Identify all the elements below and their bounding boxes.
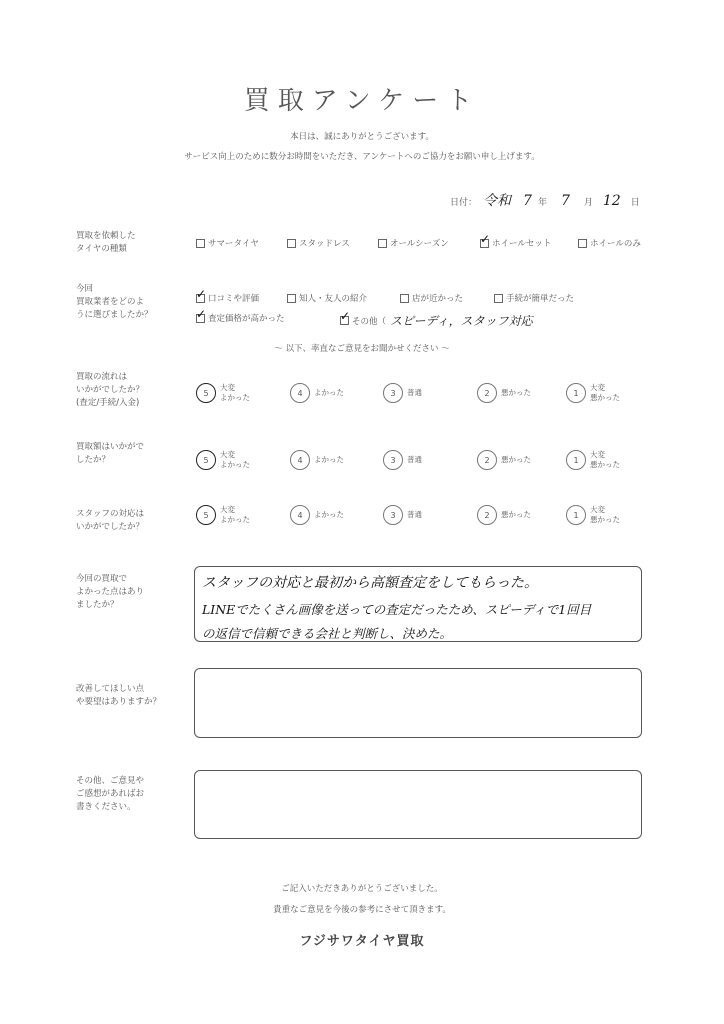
option-nearby[interactable] (400, 292, 463, 304)
rating-circle[interactable]: 3 (383, 450, 403, 470)
checkbox[interactable] (287, 239, 296, 248)
rating-label: よかった (314, 388, 344, 397)
rating-option[interactable] (383, 383, 422, 403)
good-points-line-1: スタッフの対応と最初から高額査定をしてもらった。 (202, 575, 538, 591)
option-wheel-set[interactable] (480, 237, 551, 249)
checkbox[interactable] (400, 294, 409, 303)
rating-label: 悪かった (501, 510, 531, 519)
date-day-unit: 日 (630, 198, 640, 208)
option-summer-tire[interactable] (196, 237, 259, 249)
option-label: スタッドレス (299, 239, 350, 249)
option-reviews[interactable] (196, 292, 259, 304)
option-label: サマータイヤ (208, 239, 259, 249)
rating-option[interactable] (477, 505, 531, 525)
brand-name: フジサワタイヤ買取 (299, 934, 425, 949)
rating-circle-selected[interactable]: 5 (196, 383, 216, 403)
rating-circle-selected[interactable]: 5 (196, 505, 216, 525)
improvement-box[interactable] (194, 668, 642, 738)
date-era: 令和 (483, 193, 512, 209)
checkbox[interactable] (378, 239, 387, 248)
option-label: ホイールのみ (590, 239, 641, 249)
option-label: 店が近かった (412, 294, 464, 304)
tire-type-question: 買取を依頼した タイヤの種類 (76, 231, 136, 254)
rating-label: 大変 悪かった (590, 383, 620, 402)
date-field (450, 190, 640, 210)
rating-circle[interactable]: 3 (383, 383, 403, 403)
rating-option[interactable] (477, 383, 531, 403)
rating-label: 悪かった (501, 455, 531, 464)
option-label: 口コミや評価 (208, 294, 260, 304)
option-label: その他（ (352, 316, 387, 327)
rating-option[interactable] (196, 450, 250, 470)
option-studless[interactable] (287, 237, 350, 249)
date-label: 日付： (450, 198, 478, 208)
rating-label: よかった (314, 510, 344, 519)
rating-circle-selected[interactable]: 5 (196, 450, 216, 470)
rating-option[interactable] (566, 383, 620, 403)
rating-option[interactable] (383, 450, 422, 470)
rating-circle[interactable]: 2 (477, 505, 497, 525)
rating-option[interactable] (566, 505, 620, 525)
footer-thanks: ご記入いただきありがとうございました。 (281, 884, 443, 894)
rating-option[interactable] (383, 505, 422, 525)
rating-question-price: 買取額はいかがで したか？ (76, 442, 145, 465)
rating-option[interactable] (290, 450, 344, 470)
choose-vendor-question: 今回 買取業者をどのよ うに選びましたか？ (76, 284, 153, 320)
good-points-line-3: の返信で信頼できる会社と判断し、決めた。 (202, 626, 453, 641)
option-high-price[interactable] (196, 312, 285, 324)
checkbox[interactable] (287, 294, 296, 303)
date-year-unit: 年 (537, 198, 547, 208)
rating-label: 大変 よかった (220, 505, 250, 524)
good-points-line-2: LINEでたくさん画像を送っての査定だったため、スピーディで1回目 (202, 602, 592, 617)
other-handwritten: スピーディ，スタッフ対応 (390, 314, 533, 328)
intro-line-2: サービス向上のために数分お時間をいただき、アンケートへのご協力をお願い申し上げます。 (184, 152, 540, 162)
option-label: 査定価格が高かった (208, 314, 285, 324)
rating-label: 普通 (407, 388, 422, 397)
intro-line-1: 本日は、誠にありがとうございます。 (290, 132, 434, 142)
date-day: 12 (602, 193, 621, 209)
rating-circle[interactable]: 1 (566, 383, 586, 403)
option-wheel-only[interactable] (578, 237, 641, 249)
rating-label: 大変 悪かった (590, 505, 620, 524)
rating-label: 普通 (407, 455, 422, 464)
option-label: ホイールセット (492, 239, 552, 249)
rating-option[interactable] (566, 450, 620, 470)
rating-question-flow: 買取の流れは いかがでしたか？ (査定/手続/入金) (76, 372, 145, 408)
rating-circle[interactable]: 2 (477, 450, 497, 470)
option-referral[interactable] (287, 292, 367, 304)
checkbox-checked[interactable] (196, 294, 205, 303)
rating-label: 悪かった (501, 388, 531, 397)
other-comments-box[interactable] (194, 770, 642, 839)
option-all-season[interactable] (378, 237, 449, 249)
checkbox-checked[interactable] (480, 239, 489, 248)
date-year: 7 (523, 193, 532, 209)
option-easy-process[interactable] (494, 292, 574, 304)
good-points-question: 今回の買取で よかった点はあり ましたか？ (76, 574, 145, 610)
checkbox[interactable] (196, 239, 205, 248)
section-separator: 〜 以下、率直なご意見をお聞かせください 〜 (274, 344, 450, 354)
rating-option[interactable] (290, 505, 344, 525)
checkbox[interactable] (494, 294, 503, 303)
rating-question-staff: スタッフの対応は いかがでしたか？ (76, 509, 145, 532)
rating-label: 大変 よかった (220, 383, 250, 402)
rating-option[interactable] (196, 383, 250, 403)
rating-label: 普通 (407, 510, 422, 519)
rating-circle[interactable]: 1 (566, 505, 586, 525)
rating-option[interactable] (290, 383, 344, 403)
rating-circle[interactable]: 4 (290, 450, 310, 470)
rating-circle[interactable]: 1 (566, 450, 586, 470)
rating-label: 大変 悪かった (590, 450, 620, 469)
option-label: 知人・友人の紹介 (299, 294, 368, 304)
checkbox-checked[interactable] (340, 316, 349, 325)
checkbox-checked[interactable] (196, 314, 205, 323)
rating-option[interactable] (196, 505, 250, 525)
rating-label: 大変 よかった (220, 450, 250, 469)
footer-note: 貴重なご意見を今後の参考にさせて頂きます。 (273, 905, 451, 915)
rating-circle[interactable]: 2 (477, 383, 497, 403)
option-label: オールシーズン (390, 239, 449, 249)
improvement-question: 改善してほしい点 や要望はありますか？ (76, 684, 162, 707)
form-title: 買取アンケート (243, 86, 481, 116)
other-comments-question: その他、ご意見や ご感想があればお 書きください。 (76, 776, 145, 812)
rating-option[interactable] (477, 450, 531, 470)
checkbox[interactable] (578, 239, 587, 248)
option-label: 手続が簡単だった (506, 294, 575, 304)
date-month-unit: 月 (583, 198, 593, 208)
rating-label: よかった (314, 455, 344, 464)
option-other[interactable] (340, 312, 533, 329)
rating-circle[interactable]: 3 (383, 505, 403, 525)
rating-circle[interactable]: 4 (290, 505, 310, 525)
rating-circle[interactable]: 4 (290, 383, 310, 403)
date-month: 7 (560, 193, 570, 209)
